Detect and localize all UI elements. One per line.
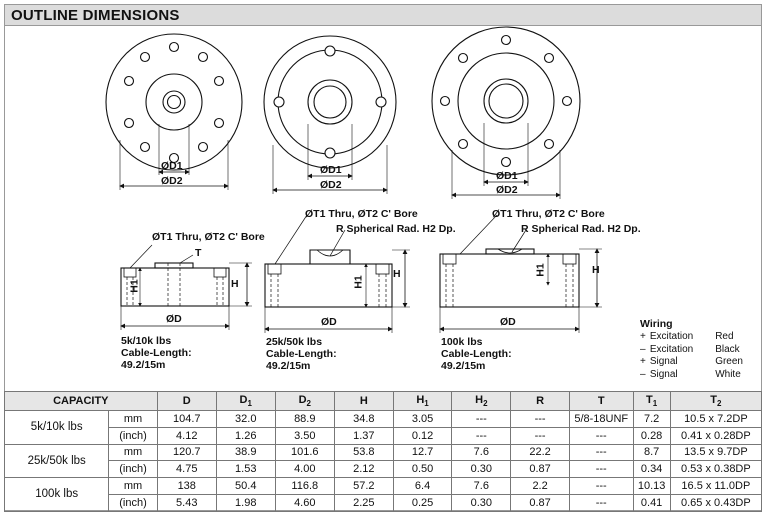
wiring-title: Wiring xyxy=(640,318,673,330)
value-cell: 2.2 xyxy=(511,478,570,495)
value-cell: 13.5 x 9.7DP xyxy=(670,444,761,461)
hole-label-25k: ØT1 Thru, ØT2 C' Bore xyxy=(305,208,418,220)
value-cell: 1.37 xyxy=(334,427,393,444)
h-label-25k: H xyxy=(393,268,401,280)
d-label-25k: ØD xyxy=(321,316,337,328)
value-cell: 0.53 x 0.38DP xyxy=(670,461,761,478)
value-cell: 6.4 xyxy=(393,478,452,495)
wiring-name: Signal xyxy=(649,356,678,367)
caption-5k-length: 49.2/15m xyxy=(121,359,166,371)
d1-label-5k: ØD1 xyxy=(161,160,183,172)
col-d: D xyxy=(157,392,216,411)
value-cell: 120.7 xyxy=(157,444,216,461)
value-cell: 7.2 xyxy=(633,411,670,428)
wiring-name: Signal xyxy=(649,368,678,380)
table-row xyxy=(5,494,762,511)
value-cell: 0.41 x 0.28DP xyxy=(670,427,761,444)
wiring-legend xyxy=(640,318,743,381)
wiring-sign: + xyxy=(640,331,646,342)
table-row xyxy=(5,478,762,495)
value-cell: 7.6 xyxy=(452,444,511,461)
hole-label-100k: ØT1 Thru, ØT2 C' Bore xyxy=(492,208,605,220)
capacity-cell: 100k lbs xyxy=(5,478,109,512)
col-t1: $T_1$ xyxy=(633,392,670,411)
value-cell: --- xyxy=(511,411,570,428)
unit-cell: mm xyxy=(109,444,157,461)
value-cell: 88.9 xyxy=(275,411,334,428)
value-cell: 4.75 xyxy=(157,461,216,478)
h1-label-5k: H1 xyxy=(128,279,141,293)
value-cell: 7.6 xyxy=(452,478,511,495)
value-cell: 1.98 xyxy=(216,494,275,511)
wiring-color: White xyxy=(715,368,741,380)
value-cell: --- xyxy=(569,444,633,461)
table-row xyxy=(5,411,762,428)
value-cell: 0.50 xyxy=(393,461,452,478)
wiring-row xyxy=(640,356,743,369)
value-cell: 104.7 xyxy=(157,411,216,428)
value-cell: 0.34 xyxy=(633,461,670,478)
value-cell: 0.87 xyxy=(511,494,570,511)
d2-label-100k: ØD2 xyxy=(496,184,518,196)
col-d2: $D_2$ xyxy=(275,392,334,411)
d1-label-25k: ØD1 xyxy=(320,164,342,176)
value-cell: 8.7 xyxy=(633,444,670,461)
wiring-color: Green xyxy=(715,356,743,367)
d-label-100k: ØD xyxy=(500,316,516,328)
value-cell: 34.8 xyxy=(334,411,393,428)
value-cell: --- xyxy=(511,427,570,444)
caption-5k-capacity: 5k/10k lbs xyxy=(121,335,172,347)
value-cell: 0.30 xyxy=(452,494,511,511)
col-r: R xyxy=(511,392,570,411)
section-title: OUTLINE DIMENSIONS xyxy=(11,7,180,24)
wiring-color: Black xyxy=(715,343,740,355)
r-label-25k: R Spherical Rad. H2 Dp. xyxy=(336,223,456,235)
value-cell: 0.87 xyxy=(511,461,570,478)
value-cell: 2.25 xyxy=(334,494,393,511)
value-cell: 32.0 xyxy=(216,411,275,428)
col-h1: $H_1$ xyxy=(393,392,452,411)
caption-25k-capacity: 25k/50k lbs xyxy=(266,336,323,348)
value-cell: 53.8 xyxy=(334,444,393,461)
value-cell: 1.53 xyxy=(216,461,275,478)
value-cell: 22.2 xyxy=(511,444,570,461)
unit-cell: (inch) xyxy=(109,461,157,478)
value-cell: 57.2 xyxy=(334,478,393,495)
wiring-row xyxy=(640,331,743,344)
d1-label-100k: ØD1 xyxy=(496,170,518,182)
value-cell: 4.12 xyxy=(157,427,216,444)
table-header-row xyxy=(5,392,762,411)
value-cell: 101.6 xyxy=(275,444,334,461)
value-cell: 2.12 xyxy=(334,461,393,478)
value-cell: 5/8-18UNF xyxy=(569,411,633,428)
value-cell: 4.60 xyxy=(275,494,334,511)
value-cell: 0.41 xyxy=(633,494,670,511)
caption-100k-capacity: 100k lbs xyxy=(441,336,483,348)
value-cell: 10.5 x 7.2DP xyxy=(670,411,761,428)
caption-100k-length: 49.2/15m xyxy=(441,360,486,372)
value-cell: 5.43 xyxy=(157,494,216,511)
value-cell: 3.05 xyxy=(393,411,452,428)
hole-label-5k: ØT1 Thru, ØT2 C' Bore xyxy=(152,231,265,243)
wiring-row xyxy=(640,369,743,382)
col-d1: $D_1$ xyxy=(216,392,275,411)
value-cell: 16.5 x 11.0DP xyxy=(670,478,761,495)
capacity-cell: 5k/10k lbs xyxy=(5,411,109,445)
value-cell: 0.28 xyxy=(633,427,670,444)
t-label: T xyxy=(195,247,202,259)
d-label-5k: ØD xyxy=(166,313,182,325)
value-cell: --- xyxy=(569,461,633,478)
value-cell: 1.26 xyxy=(216,427,275,444)
d2-label-25k: ØD2 xyxy=(320,179,342,191)
value-cell: 12.7 xyxy=(393,444,452,461)
value-cell: 0.65 x 0.43DP xyxy=(670,494,761,511)
h-label-100k: H xyxy=(592,264,600,276)
h-label-5k: H xyxy=(231,278,239,290)
wiring-sign: + xyxy=(640,356,646,367)
value-cell: --- xyxy=(452,411,511,428)
caption-25k-length: 49.2/15m xyxy=(266,360,311,372)
value-cell: --- xyxy=(569,427,633,444)
unit-cell: mm xyxy=(109,478,157,495)
wiring-row xyxy=(640,344,743,357)
value-cell: 38.9 xyxy=(216,444,275,461)
col-h2: $H_2$ xyxy=(452,392,511,411)
col-h: H xyxy=(334,392,393,411)
caption-100k-cable: Cable-Length: xyxy=(441,348,512,360)
unit-cell: (inch) xyxy=(109,494,157,511)
value-cell: --- xyxy=(452,427,511,444)
dimensions-table xyxy=(4,391,762,512)
table-row xyxy=(5,444,762,461)
value-cell: 0.25 xyxy=(393,494,452,511)
table-row xyxy=(5,427,762,444)
h1-label-25k: H1 xyxy=(352,275,365,289)
wiring-name: Excitation xyxy=(649,343,694,355)
h1-label-100k: H1 xyxy=(534,263,547,277)
value-cell: 116.8 xyxy=(275,478,334,495)
col-t: T xyxy=(569,392,633,411)
value-cell: --- xyxy=(569,478,633,495)
r-label-100k: R Spherical Rad. H2 Dp. xyxy=(521,223,641,235)
table-row xyxy=(5,461,762,478)
value-cell: 10.13 xyxy=(633,478,670,495)
unit-cell: (inch) xyxy=(109,427,157,444)
unit-cell: mm xyxy=(109,411,157,428)
table-body xyxy=(5,411,762,512)
wiring-color: Red xyxy=(715,331,734,342)
caption-5k-cable: Cable-Length: xyxy=(121,347,192,359)
caption-25k-cable: Cable-Length: xyxy=(266,348,337,360)
d2-label-5k: ØD2 xyxy=(161,175,183,187)
wiring-sign: – xyxy=(640,368,646,380)
col-t2: $T_2$ xyxy=(670,392,761,411)
wiring-name: Excitation xyxy=(649,331,694,342)
value-cell: --- xyxy=(569,494,633,511)
value-cell: 0.12 xyxy=(393,427,452,444)
value-cell: 50.4 xyxy=(216,478,275,495)
wiring-sign: – xyxy=(640,343,646,355)
capacity-cell: 25k/50k lbs xyxy=(5,444,109,478)
value-cell: 3.50 xyxy=(275,427,334,444)
col-capacity: CAPACITY xyxy=(5,392,158,411)
value-cell: 4.00 xyxy=(275,461,334,478)
value-cell: 0.30 xyxy=(452,461,511,478)
value-cell: 138 xyxy=(157,478,216,495)
